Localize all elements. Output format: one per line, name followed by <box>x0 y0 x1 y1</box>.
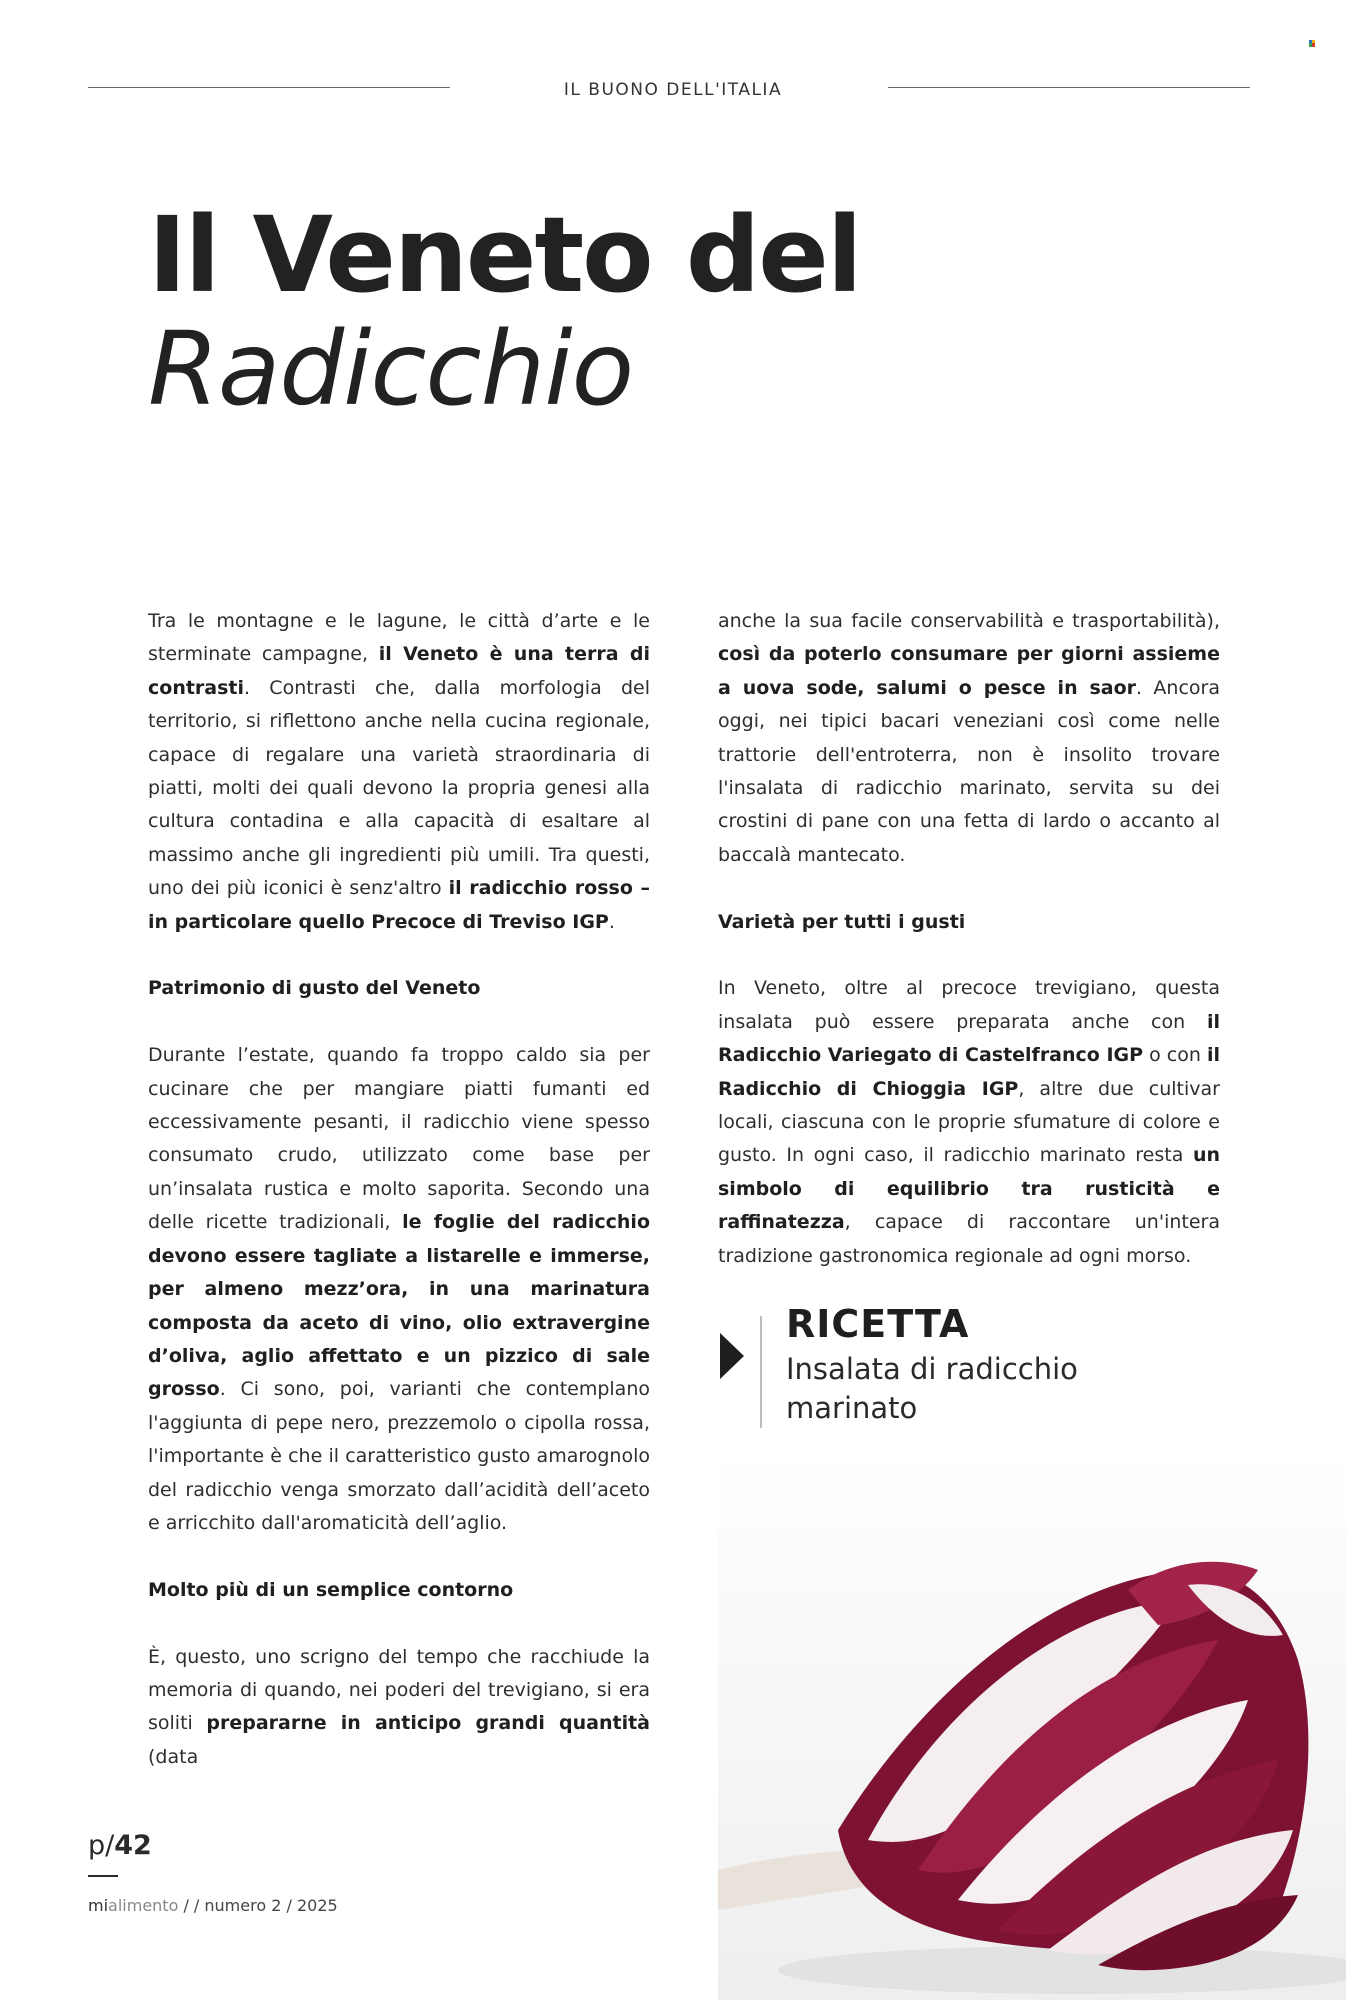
paragraph-conservabilita: anche la sua facile conservabilità e trasportabilità), così da poterlo consumare per giorni assieme a uova sode, salumi o pesce in saor. Ancora oggi, nei tipici bacari veneziani così come nelle trattorie dell'entroterra, non è insolito trovare l'insalata di radicchio marinato, servita su dei crostini di pane con una fetta di lardo o accanto al baccalà mantecato. <box>718 610 1220 866</box>
section-heading-varieta: Varietà per tutti i gusti <box>718 910 966 933</box>
recipe-divider <box>760 1316 762 1428</box>
section-label: IL BUONO DELL'ITALIA <box>563 80 783 100</box>
play-arrow-icon <box>720 1333 744 1379</box>
section-heading-contorno: Molto più di un semplice contorno <box>148 1578 514 1601</box>
paragraph-scrigno: È, questo, uno scrigno del tempo che racchiude la memoria di quando, nei poderi del trevigiano, si era soliti prepararne in anticipo grandi quantità (data <box>148 1645 650 1768</box>
intro-paragraph: Tra le montagne e le lagune, le città d’arte e le sterminate campagne, il Veneto è una terra di contrasti. Contrasti che, dalla morfologia del territorio, si riflettono anche nella cucina regionale, capace di regalare una varietà straordinaria di piatti, molti dei quali devono la propria genesi alla cultura contadina e alla capacità di esaltare al massimo anche gli ingredienti più umili. Tra questi, uno dei più iconici è senz'altro il radicchio rosso – in particolare quello Precoce di Treviso IGP. <box>148 610 650 933</box>
page-number-rule <box>88 1875 118 1877</box>
radicchio-photo <box>718 1450 1346 2000</box>
paragraph-varieta: In Veneto, oltre al precoce trevigiano, questa insalata può essere preparata anche con il Radicchio Variegato di Castelfranco IGP o con il Radicchio di Chioggia IGP, altre due cultivar locali, ciascuna con le proprie sfumature di colore e gusto. In ogni caso, il radicchio marinato resta un simbolo di equilibrio tra rusticità e raffinatezza, capace di raccontare un'intera tradizione gastronomica regionale ad ogni morso. <box>718 977 1221 1267</box>
page-number: p/42 <box>88 1830 152 1861</box>
article-title: Il Veneto del <box>148 194 861 316</box>
header-rule-right <box>888 87 1250 88</box>
left-column <box>148 605 650 1774</box>
publication-footer: mialimento / / numero 2 / 2025 <box>88 1896 338 1915</box>
paragraph-marinatura: Durante l’estate, quando fa troppo caldo sia per cucinare che per mangiare piatti fumanti ed eccessivamente pesanti, il radicchio viene spesso consumato crudo, utilizzato come base per un’insalata rustica e molto saporita. Secondo una delle ricette tradizionali, le foglie del radicchio devono essere tagliate a listarelle e immerse, per almeno mezz’ora, in una marinatura composta da aceto di vino, olio extravergine d’oliva, aglio affettato e un pizzico di sale grosso. Ci sono, poi, varianti che contemplano l'aggiunta di pepe nero, prezzemolo o cipolla rossa, l'importante è che il caratteristico gusto amarognolo del radicchio venga smorzato dall’acidità dell’aceto e arricchito dall'aromaticità dell’aglio. <box>148 1044 650 1534</box>
section-heading-patrimonio: Patrimonio di gusto del Veneto <box>148 977 481 1000</box>
recipe-title: Insalata di radicchio marinato <box>786 1352 1078 1425</box>
recipe-label: RICETTA <box>786 1302 970 1346</box>
right-column <box>718 605 1220 1273</box>
corner-mark-icon <box>1309 40 1318 47</box>
article-subtitle: Radicchio <box>148 310 634 429</box>
